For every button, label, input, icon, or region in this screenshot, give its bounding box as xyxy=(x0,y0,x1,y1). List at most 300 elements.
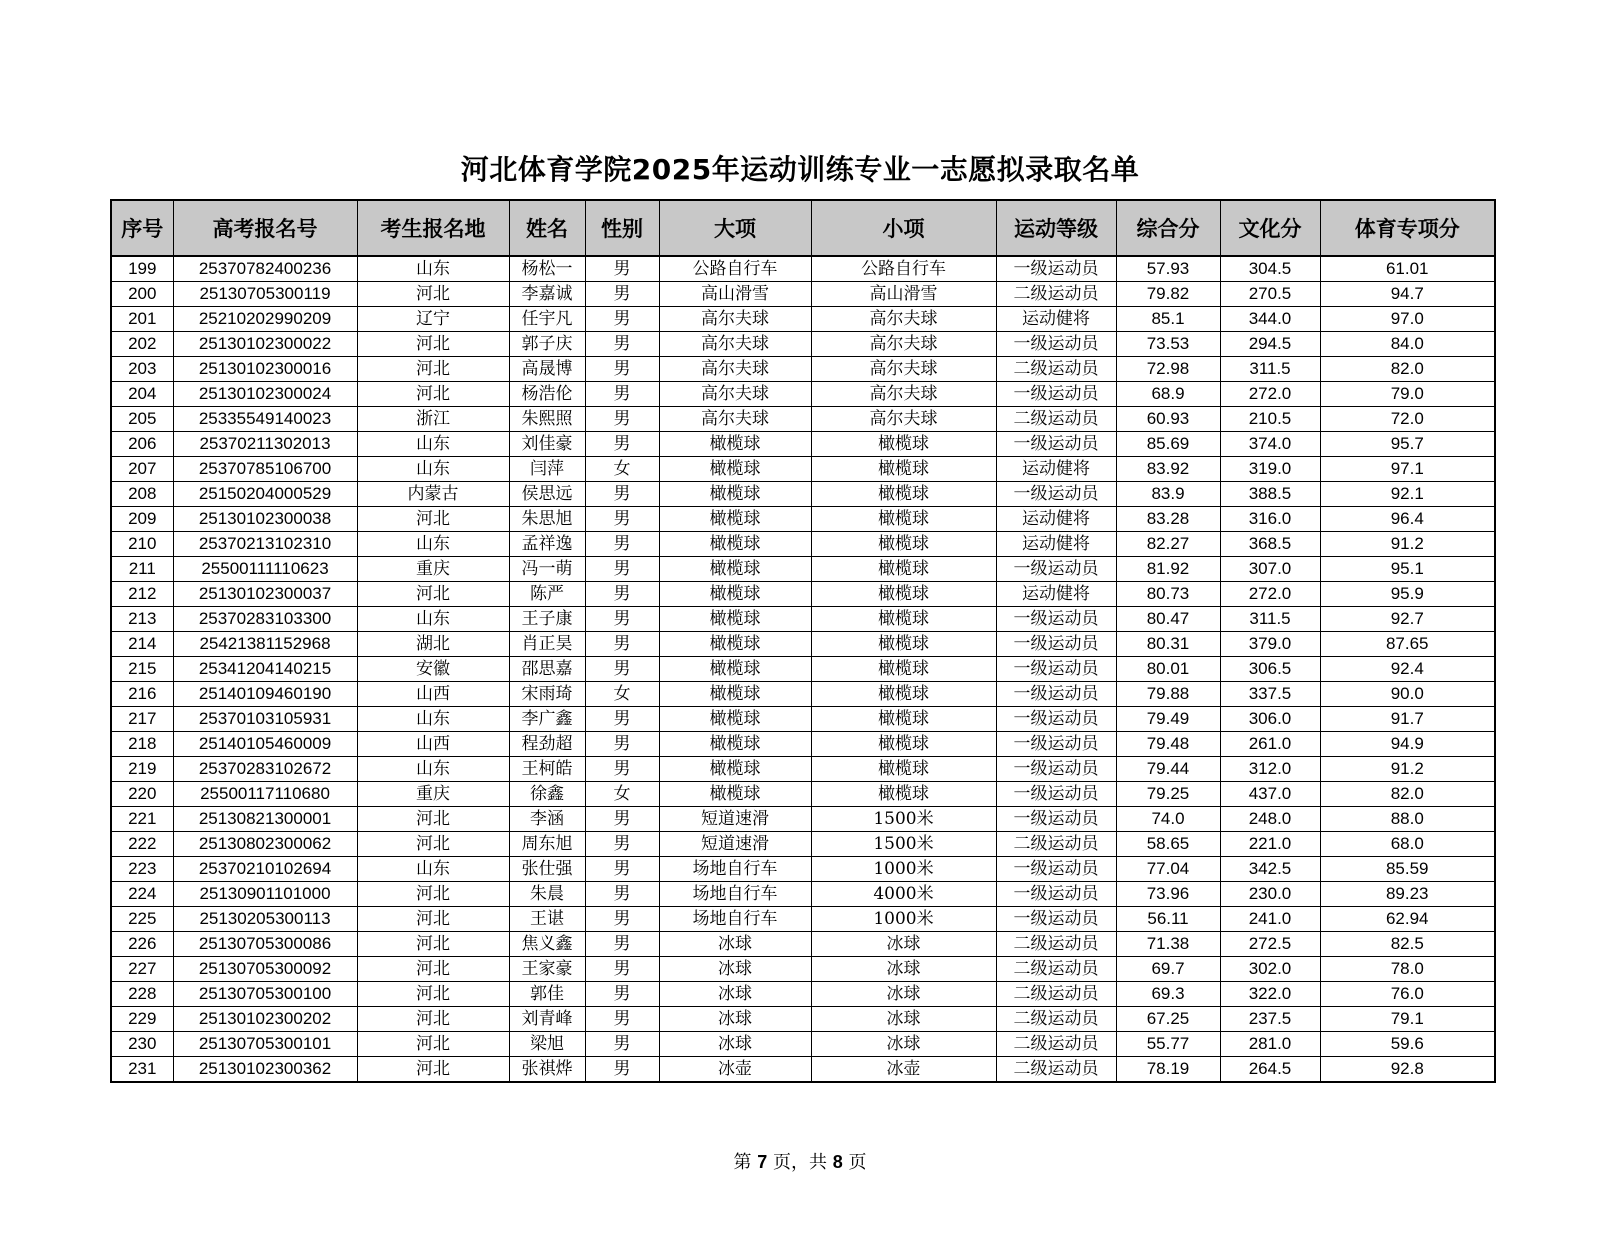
table-row xyxy=(111,332,1495,357)
event-cell: 橄榄球 xyxy=(811,532,996,557)
region-cell: 山东 xyxy=(357,757,509,782)
sport-cell: 冰球 xyxy=(659,1007,811,1032)
composite-score-cell: 81.92 xyxy=(1116,557,1220,582)
region-cell: 河北 xyxy=(357,832,509,857)
student-name-cell: 梁旭 xyxy=(509,1032,585,1057)
gender-cell: 男 xyxy=(585,357,659,382)
culture-score-cell: 272.0 xyxy=(1220,582,1320,607)
culture-score-cell: 272.0 xyxy=(1220,382,1320,407)
culture-score-cell: 379.0 xyxy=(1220,632,1320,657)
row-index-cell: 231 xyxy=(111,1057,173,1083)
composite-score-cell: 80.47 xyxy=(1116,607,1220,632)
gender-cell: 男 xyxy=(585,1057,659,1083)
gender-cell: 男 xyxy=(585,282,659,307)
composite-score-cell: 69.3 xyxy=(1116,982,1220,1007)
event-cell: 高尔夫球 xyxy=(811,357,996,382)
region-cell: 河北 xyxy=(357,882,509,907)
exam-id-cell: 25130102300038 xyxy=(173,507,357,532)
row-index-cell: 213 xyxy=(111,607,173,632)
gender-cell: 女 xyxy=(585,457,659,482)
student-name-cell: 张祺烨 xyxy=(509,1057,585,1083)
sport-cell: 橄榄球 xyxy=(659,682,811,707)
culture-score-cell: 306.5 xyxy=(1220,657,1320,682)
table-row xyxy=(111,482,1495,507)
sport-score-cell: 97.1 xyxy=(1320,457,1495,482)
gender-cell: 女 xyxy=(585,782,659,807)
region-cell: 河北 xyxy=(357,1032,509,1057)
gender-cell: 男 xyxy=(585,507,659,532)
student-name-cell: 郭子庆 xyxy=(509,332,585,357)
culture-score-cell: 264.5 xyxy=(1220,1057,1320,1083)
region-cell: 河北 xyxy=(357,382,509,407)
student-name-cell: 刘佳豪 xyxy=(509,432,585,457)
table-row xyxy=(111,882,1495,907)
composite-score-cell: 57.93 xyxy=(1116,256,1220,282)
athlete-level-cell: 运动健将 xyxy=(996,307,1116,332)
row-index-cell: 202 xyxy=(111,332,173,357)
event-cell: 橄榄球 xyxy=(811,682,996,707)
sport-score-cell: 82.5 xyxy=(1320,932,1495,957)
footer-page-number: 7 xyxy=(757,1152,768,1172)
gender-cell: 男 xyxy=(585,757,659,782)
sport-cell: 场地自行车 xyxy=(659,882,811,907)
sport-score-cell: 72.0 xyxy=(1320,407,1495,432)
event-cell: 高尔夫球 xyxy=(811,332,996,357)
culture-score-cell: 306.0 xyxy=(1220,707,1320,732)
exam-id-cell: 25130821300001 xyxy=(173,807,357,832)
gender-cell: 女 xyxy=(585,682,659,707)
student-name-cell: 王家豪 xyxy=(509,957,585,982)
row-index-cell: 209 xyxy=(111,507,173,532)
page-footer xyxy=(0,1150,1600,1175)
gender-cell: 男 xyxy=(585,532,659,557)
table-row xyxy=(111,732,1495,757)
table-row xyxy=(111,982,1495,1007)
region-cell: 山西 xyxy=(357,682,509,707)
row-index-cell: 208 xyxy=(111,482,173,507)
athlete-level-cell: 运动健将 xyxy=(996,582,1116,607)
athlete-level-cell: 一级运动员 xyxy=(996,557,1116,582)
sport-cell: 高尔夫球 xyxy=(659,332,811,357)
table-row xyxy=(111,407,1495,432)
table-body xyxy=(111,256,1495,1082)
student-name-cell: 刘青峰 xyxy=(509,1007,585,1032)
sport-score-cell: 92.8 xyxy=(1320,1057,1495,1083)
athlete-level-cell: 二级运动员 xyxy=(996,932,1116,957)
student-name-cell: 陈严 xyxy=(509,582,585,607)
sport-score-cell: 59.6 xyxy=(1320,1032,1495,1057)
table-header-row xyxy=(111,200,1495,256)
sport-cell: 橄榄球 xyxy=(659,482,811,507)
sport-cell: 冰壶 xyxy=(659,1057,811,1083)
event-cell: 冰球 xyxy=(811,932,996,957)
gender-cell: 男 xyxy=(585,407,659,432)
admission-table xyxy=(110,199,1496,1083)
sport-score-cell: 94.7 xyxy=(1320,282,1495,307)
culture-score-cell: 312.0 xyxy=(1220,757,1320,782)
exam-id-cell: 25130802300062 xyxy=(173,832,357,857)
table-row xyxy=(111,807,1495,832)
exam-id-cell: 25130205300113 xyxy=(173,907,357,932)
event-cell: 高山滑雪 xyxy=(811,282,996,307)
composite-score-cell: 71.38 xyxy=(1116,932,1220,957)
composite-score-cell: 83.28 xyxy=(1116,507,1220,532)
sport-score-cell: 85.59 xyxy=(1320,857,1495,882)
composite-score-cell: 79.44 xyxy=(1116,757,1220,782)
gender-cell: 男 xyxy=(585,1032,659,1057)
composite-score-cell: 74.0 xyxy=(1116,807,1220,832)
event-cell: 橄榄球 xyxy=(811,482,996,507)
col-header-index: 序号 xyxy=(111,200,173,256)
document-title: 河北体育学院2025年运动训练专业一志愿拟录取名单 xyxy=(460,153,1140,186)
exam-id-cell: 25130102300202 xyxy=(173,1007,357,1032)
row-index-cell: 224 xyxy=(111,882,173,907)
exam-id-cell: 25130705300100 xyxy=(173,982,357,1007)
event-cell: 1500米 xyxy=(811,832,996,857)
row-index-cell: 223 xyxy=(111,857,173,882)
gender-cell: 男 xyxy=(585,432,659,457)
culture-score-cell: 307.0 xyxy=(1220,557,1320,582)
table-row xyxy=(111,832,1495,857)
sport-cell: 高山滑雪 xyxy=(659,282,811,307)
culture-score-cell: 221.0 xyxy=(1220,832,1320,857)
sport-cell: 短道速滑 xyxy=(659,807,811,832)
table-row xyxy=(111,1057,1495,1083)
row-index-cell: 205 xyxy=(111,407,173,432)
table-row xyxy=(111,382,1495,407)
student-name-cell: 宋雨琦 xyxy=(509,682,585,707)
student-name-cell: 王子康 xyxy=(509,607,585,632)
gender-cell: 男 xyxy=(585,707,659,732)
gender-cell: 男 xyxy=(585,957,659,982)
exam-id-cell: 25130705300119 xyxy=(173,282,357,307)
sport-score-cell: 61.01 xyxy=(1320,256,1495,282)
row-index-cell: 219 xyxy=(111,757,173,782)
athlete-level-cell: 一级运动员 xyxy=(996,382,1116,407)
athlete-level-cell: 一级运动员 xyxy=(996,332,1116,357)
athlete-level-cell: 二级运动员 xyxy=(996,357,1116,382)
sport-cell: 橄榄球 xyxy=(659,657,811,682)
composite-score-cell: 77.04 xyxy=(1116,857,1220,882)
exam-id-cell: 25130102300024 xyxy=(173,382,357,407)
exam-id-cell: 25370283102672 xyxy=(173,757,357,782)
col-header-name: 姓名 xyxy=(509,200,585,256)
sport-score-cell: 82.0 xyxy=(1320,357,1495,382)
athlete-level-cell: 一级运动员 xyxy=(996,857,1116,882)
sport-cell: 橄榄球 xyxy=(659,782,811,807)
composite-score-cell: 79.88 xyxy=(1116,682,1220,707)
exam-id-cell: 25210202990209 xyxy=(173,307,357,332)
culture-score-cell: 230.0 xyxy=(1220,882,1320,907)
athlete-level-cell: 一级运动员 xyxy=(996,907,1116,932)
exam-id-cell: 25130102300362 xyxy=(173,1057,357,1083)
gender-cell: 男 xyxy=(585,932,659,957)
student-name-cell: 闫萍 xyxy=(509,457,585,482)
event-cell: 1000米 xyxy=(811,907,996,932)
sport-score-cell: 94.9 xyxy=(1320,732,1495,757)
exam-id-cell: 25130102300037 xyxy=(173,582,357,607)
exam-id-cell: 25341204140215 xyxy=(173,657,357,682)
composite-score-cell: 55.77 xyxy=(1116,1032,1220,1057)
sport-cell: 冰球 xyxy=(659,982,811,1007)
composite-score-cell: 68.9 xyxy=(1116,382,1220,407)
composite-score-cell: 80.31 xyxy=(1116,632,1220,657)
event-cell: 橄榄球 xyxy=(811,782,996,807)
sport-cell: 橄榄球 xyxy=(659,607,811,632)
student-name-cell: 杨浩伦 xyxy=(509,382,585,407)
student-name-cell: 任宇凡 xyxy=(509,307,585,332)
culture-score-cell: 237.5 xyxy=(1220,1007,1320,1032)
event-cell: 橄榄球 xyxy=(811,607,996,632)
culture-score-cell: 368.5 xyxy=(1220,532,1320,557)
region-cell: 河北 xyxy=(357,957,509,982)
student-name-cell: 朱晨 xyxy=(509,882,585,907)
culture-score-cell: 319.0 xyxy=(1220,457,1320,482)
sport-cell: 橄榄球 xyxy=(659,532,811,557)
row-index-cell: 218 xyxy=(111,732,173,757)
culture-score-cell: 342.5 xyxy=(1220,857,1320,882)
table-row xyxy=(111,582,1495,607)
table-row xyxy=(111,256,1495,282)
athlete-level-cell: 一级运动员 xyxy=(996,707,1116,732)
gender-cell: 男 xyxy=(585,582,659,607)
event-cell: 橄榄球 xyxy=(811,707,996,732)
composite-score-cell: 78.19 xyxy=(1116,1057,1220,1083)
sport-cell: 橄榄球 xyxy=(659,582,811,607)
culture-score-cell: 322.0 xyxy=(1220,982,1320,1007)
sport-cell: 冰球 xyxy=(659,957,811,982)
sport-cell: 场地自行车 xyxy=(659,907,811,932)
sport-cell: 橄榄球 xyxy=(659,432,811,457)
table-row xyxy=(111,307,1495,332)
row-index-cell: 220 xyxy=(111,782,173,807)
sport-cell: 橄榄球 xyxy=(659,732,811,757)
exam-id-cell: 25370283103300 xyxy=(173,607,357,632)
exam-id-cell: 25130102300022 xyxy=(173,332,357,357)
gender-cell: 男 xyxy=(585,832,659,857)
table-row xyxy=(111,932,1495,957)
table-row xyxy=(111,282,1495,307)
culture-score-cell: 337.5 xyxy=(1220,682,1320,707)
table-row xyxy=(111,432,1495,457)
culture-score-cell: 294.5 xyxy=(1220,332,1320,357)
region-cell: 河北 xyxy=(357,932,509,957)
region-cell: 山西 xyxy=(357,732,509,757)
culture-score-cell: 272.5 xyxy=(1220,932,1320,957)
composite-score-cell: 69.7 xyxy=(1116,957,1220,982)
row-index-cell: 222 xyxy=(111,832,173,857)
table-row xyxy=(111,532,1495,557)
row-index-cell: 228 xyxy=(111,982,173,1007)
athlete-level-cell: 一级运动员 xyxy=(996,732,1116,757)
sport-score-cell: 95.7 xyxy=(1320,432,1495,457)
student-name-cell: 李广鑫 xyxy=(509,707,585,732)
table-row xyxy=(111,632,1495,657)
sport-score-cell: 90.0 xyxy=(1320,682,1495,707)
col-header-composite-score: 综合分 xyxy=(1116,200,1220,256)
sport-cell: 公路自行车 xyxy=(659,256,811,282)
region-cell: 山东 xyxy=(357,857,509,882)
sport-score-cell: 62.94 xyxy=(1320,907,1495,932)
col-header-exam-id: 高考报名号 xyxy=(173,200,357,256)
region-cell: 内蒙古 xyxy=(357,482,509,507)
sport-score-cell: 89.23 xyxy=(1320,882,1495,907)
event-cell: 橄榄球 xyxy=(811,632,996,657)
exam-id-cell: 25140109460190 xyxy=(173,682,357,707)
composite-score-cell: 85.69 xyxy=(1116,432,1220,457)
event-cell: 橄榄球 xyxy=(811,657,996,682)
composite-score-cell: 79.25 xyxy=(1116,782,1220,807)
exam-id-cell: 25421381152968 xyxy=(173,632,357,657)
row-index-cell: 214 xyxy=(111,632,173,657)
student-name-cell: 杨松一 xyxy=(509,256,585,282)
row-index-cell: 204 xyxy=(111,382,173,407)
gender-cell: 男 xyxy=(585,857,659,882)
gender-cell: 男 xyxy=(585,307,659,332)
gender-cell: 男 xyxy=(585,732,659,757)
student-name-cell: 徐鑫 xyxy=(509,782,585,807)
gender-cell: 男 xyxy=(585,607,659,632)
gender-cell: 男 xyxy=(585,382,659,407)
exam-id-cell: 25130705300086 xyxy=(173,932,357,957)
col-header-region: 考生报名地 xyxy=(357,200,509,256)
composite-score-cell: 82.27 xyxy=(1116,532,1220,557)
sport-score-cell: 78.0 xyxy=(1320,957,1495,982)
event-cell: 高尔夫球 xyxy=(811,307,996,332)
athlete-level-cell: 二级运动员 xyxy=(996,1032,1116,1057)
gender-cell: 男 xyxy=(585,807,659,832)
sport-score-cell: 91.7 xyxy=(1320,707,1495,732)
region-cell: 河北 xyxy=(357,1057,509,1083)
exam-id-cell: 25140105460009 xyxy=(173,732,357,757)
athlete-level-cell: 一级运动员 xyxy=(996,757,1116,782)
exam-id-cell: 25130901101000 xyxy=(173,882,357,907)
athlete-level-cell: 二级运动员 xyxy=(996,957,1116,982)
gender-cell: 男 xyxy=(585,632,659,657)
culture-score-cell: 388.5 xyxy=(1220,482,1320,507)
composite-score-cell: 60.93 xyxy=(1116,407,1220,432)
composite-score-cell: 58.65 xyxy=(1116,832,1220,857)
athlete-level-cell: 一级运动员 xyxy=(996,882,1116,907)
sport-cell: 高尔夫球 xyxy=(659,382,811,407)
culture-score-cell: 248.0 xyxy=(1220,807,1320,832)
table-row xyxy=(111,1032,1495,1057)
culture-score-cell: 316.0 xyxy=(1220,507,1320,532)
composite-score-cell: 80.01 xyxy=(1116,657,1220,682)
student-name-cell: 肖正昊 xyxy=(509,632,585,657)
sport-score-cell: 84.0 xyxy=(1320,332,1495,357)
sport-score-cell: 95.9 xyxy=(1320,582,1495,607)
event-cell: 公路自行车 xyxy=(811,256,996,282)
athlete-level-cell: 二级运动员 xyxy=(996,1007,1116,1032)
student-name-cell: 王谌 xyxy=(509,907,585,932)
row-index-cell: 216 xyxy=(111,682,173,707)
student-name-cell: 朱思旭 xyxy=(509,507,585,532)
exam-id-cell: 25370211302013 xyxy=(173,432,357,457)
athlete-level-cell: 一级运动员 xyxy=(996,782,1116,807)
athlete-level-cell: 二级运动员 xyxy=(996,832,1116,857)
event-cell: 冰壶 xyxy=(811,1057,996,1083)
footer-suffix: 页 xyxy=(848,1152,867,1173)
sport-cell: 橄榄球 xyxy=(659,632,811,657)
region-cell: 湖北 xyxy=(357,632,509,657)
gender-cell: 男 xyxy=(585,256,659,282)
exam-id-cell: 25370103105931 xyxy=(173,707,357,732)
sport-score-cell: 92.4 xyxy=(1320,657,1495,682)
composite-score-cell: 79.49 xyxy=(1116,707,1220,732)
athlete-level-cell: 二级运动员 xyxy=(996,982,1116,1007)
row-index-cell: 206 xyxy=(111,432,173,457)
sport-cell: 冰球 xyxy=(659,1032,811,1057)
sport-score-cell: 68.0 xyxy=(1320,832,1495,857)
sport-cell: 高尔夫球 xyxy=(659,357,811,382)
sport-score-cell: 87.65 xyxy=(1320,632,1495,657)
footer-total-pages: 8 xyxy=(832,1152,843,1172)
row-index-cell: 226 xyxy=(111,932,173,957)
event-cell: 1500米 xyxy=(811,807,996,832)
sport-score-cell: 92.7 xyxy=(1320,607,1495,632)
gender-cell: 男 xyxy=(585,882,659,907)
athlete-level-cell: 一级运动员 xyxy=(996,807,1116,832)
row-index-cell: 211 xyxy=(111,557,173,582)
athlete-level-cell: 一级运动员 xyxy=(996,256,1116,282)
col-header-gender: 性别 xyxy=(585,200,659,256)
student-name-cell: 张仕强 xyxy=(509,857,585,882)
region-cell: 重庆 xyxy=(357,557,509,582)
exam-id-cell: 25130705300092 xyxy=(173,957,357,982)
athlete-level-cell: 一级运动员 xyxy=(996,607,1116,632)
athlete-level-cell: 运动健将 xyxy=(996,507,1116,532)
row-index-cell: 221 xyxy=(111,807,173,832)
culture-score-cell: 374.0 xyxy=(1220,432,1320,457)
sport-cell: 橄榄球 xyxy=(659,557,811,582)
culture-score-cell: 344.0 xyxy=(1220,307,1320,332)
table-row xyxy=(111,557,1495,582)
composite-score-cell: 80.73 xyxy=(1116,582,1220,607)
student-name-cell: 李涵 xyxy=(509,807,585,832)
student-name-cell: 李嘉诚 xyxy=(509,282,585,307)
event-cell: 橄榄球 xyxy=(811,732,996,757)
student-name-cell: 郭佳 xyxy=(509,982,585,1007)
sport-cell: 高尔夫球 xyxy=(659,407,811,432)
culture-score-cell: 437.0 xyxy=(1220,782,1320,807)
table-row xyxy=(111,457,1495,482)
composite-score-cell: 79.48 xyxy=(1116,732,1220,757)
composite-score-cell: 72.98 xyxy=(1116,357,1220,382)
row-index-cell: 227 xyxy=(111,957,173,982)
row-index-cell: 217 xyxy=(111,707,173,732)
col-header-event: 小项 xyxy=(811,200,996,256)
sport-score-cell: 76.0 xyxy=(1320,982,1495,1007)
sport-cell: 短道速滑 xyxy=(659,832,811,857)
student-name-cell: 侯思远 xyxy=(509,482,585,507)
event-cell: 冰球 xyxy=(811,982,996,1007)
footer-middle: 页，共 xyxy=(773,1152,827,1173)
athlete-level-cell: 一级运动员 xyxy=(996,657,1116,682)
row-index-cell: 207 xyxy=(111,457,173,482)
culture-score-cell: 241.0 xyxy=(1220,907,1320,932)
exam-id-cell: 25370213102310 xyxy=(173,532,357,557)
region-cell: 重庆 xyxy=(357,782,509,807)
table-row xyxy=(111,857,1495,882)
athlete-level-cell: 一级运动员 xyxy=(996,432,1116,457)
composite-score-cell: 85.1 xyxy=(1116,307,1220,332)
sport-cell: 冰球 xyxy=(659,932,811,957)
event-cell: 橄榄球 xyxy=(811,557,996,582)
culture-score-cell: 311.5 xyxy=(1220,607,1320,632)
sport-score-cell: 91.2 xyxy=(1320,757,1495,782)
composite-score-cell: 67.25 xyxy=(1116,1007,1220,1032)
